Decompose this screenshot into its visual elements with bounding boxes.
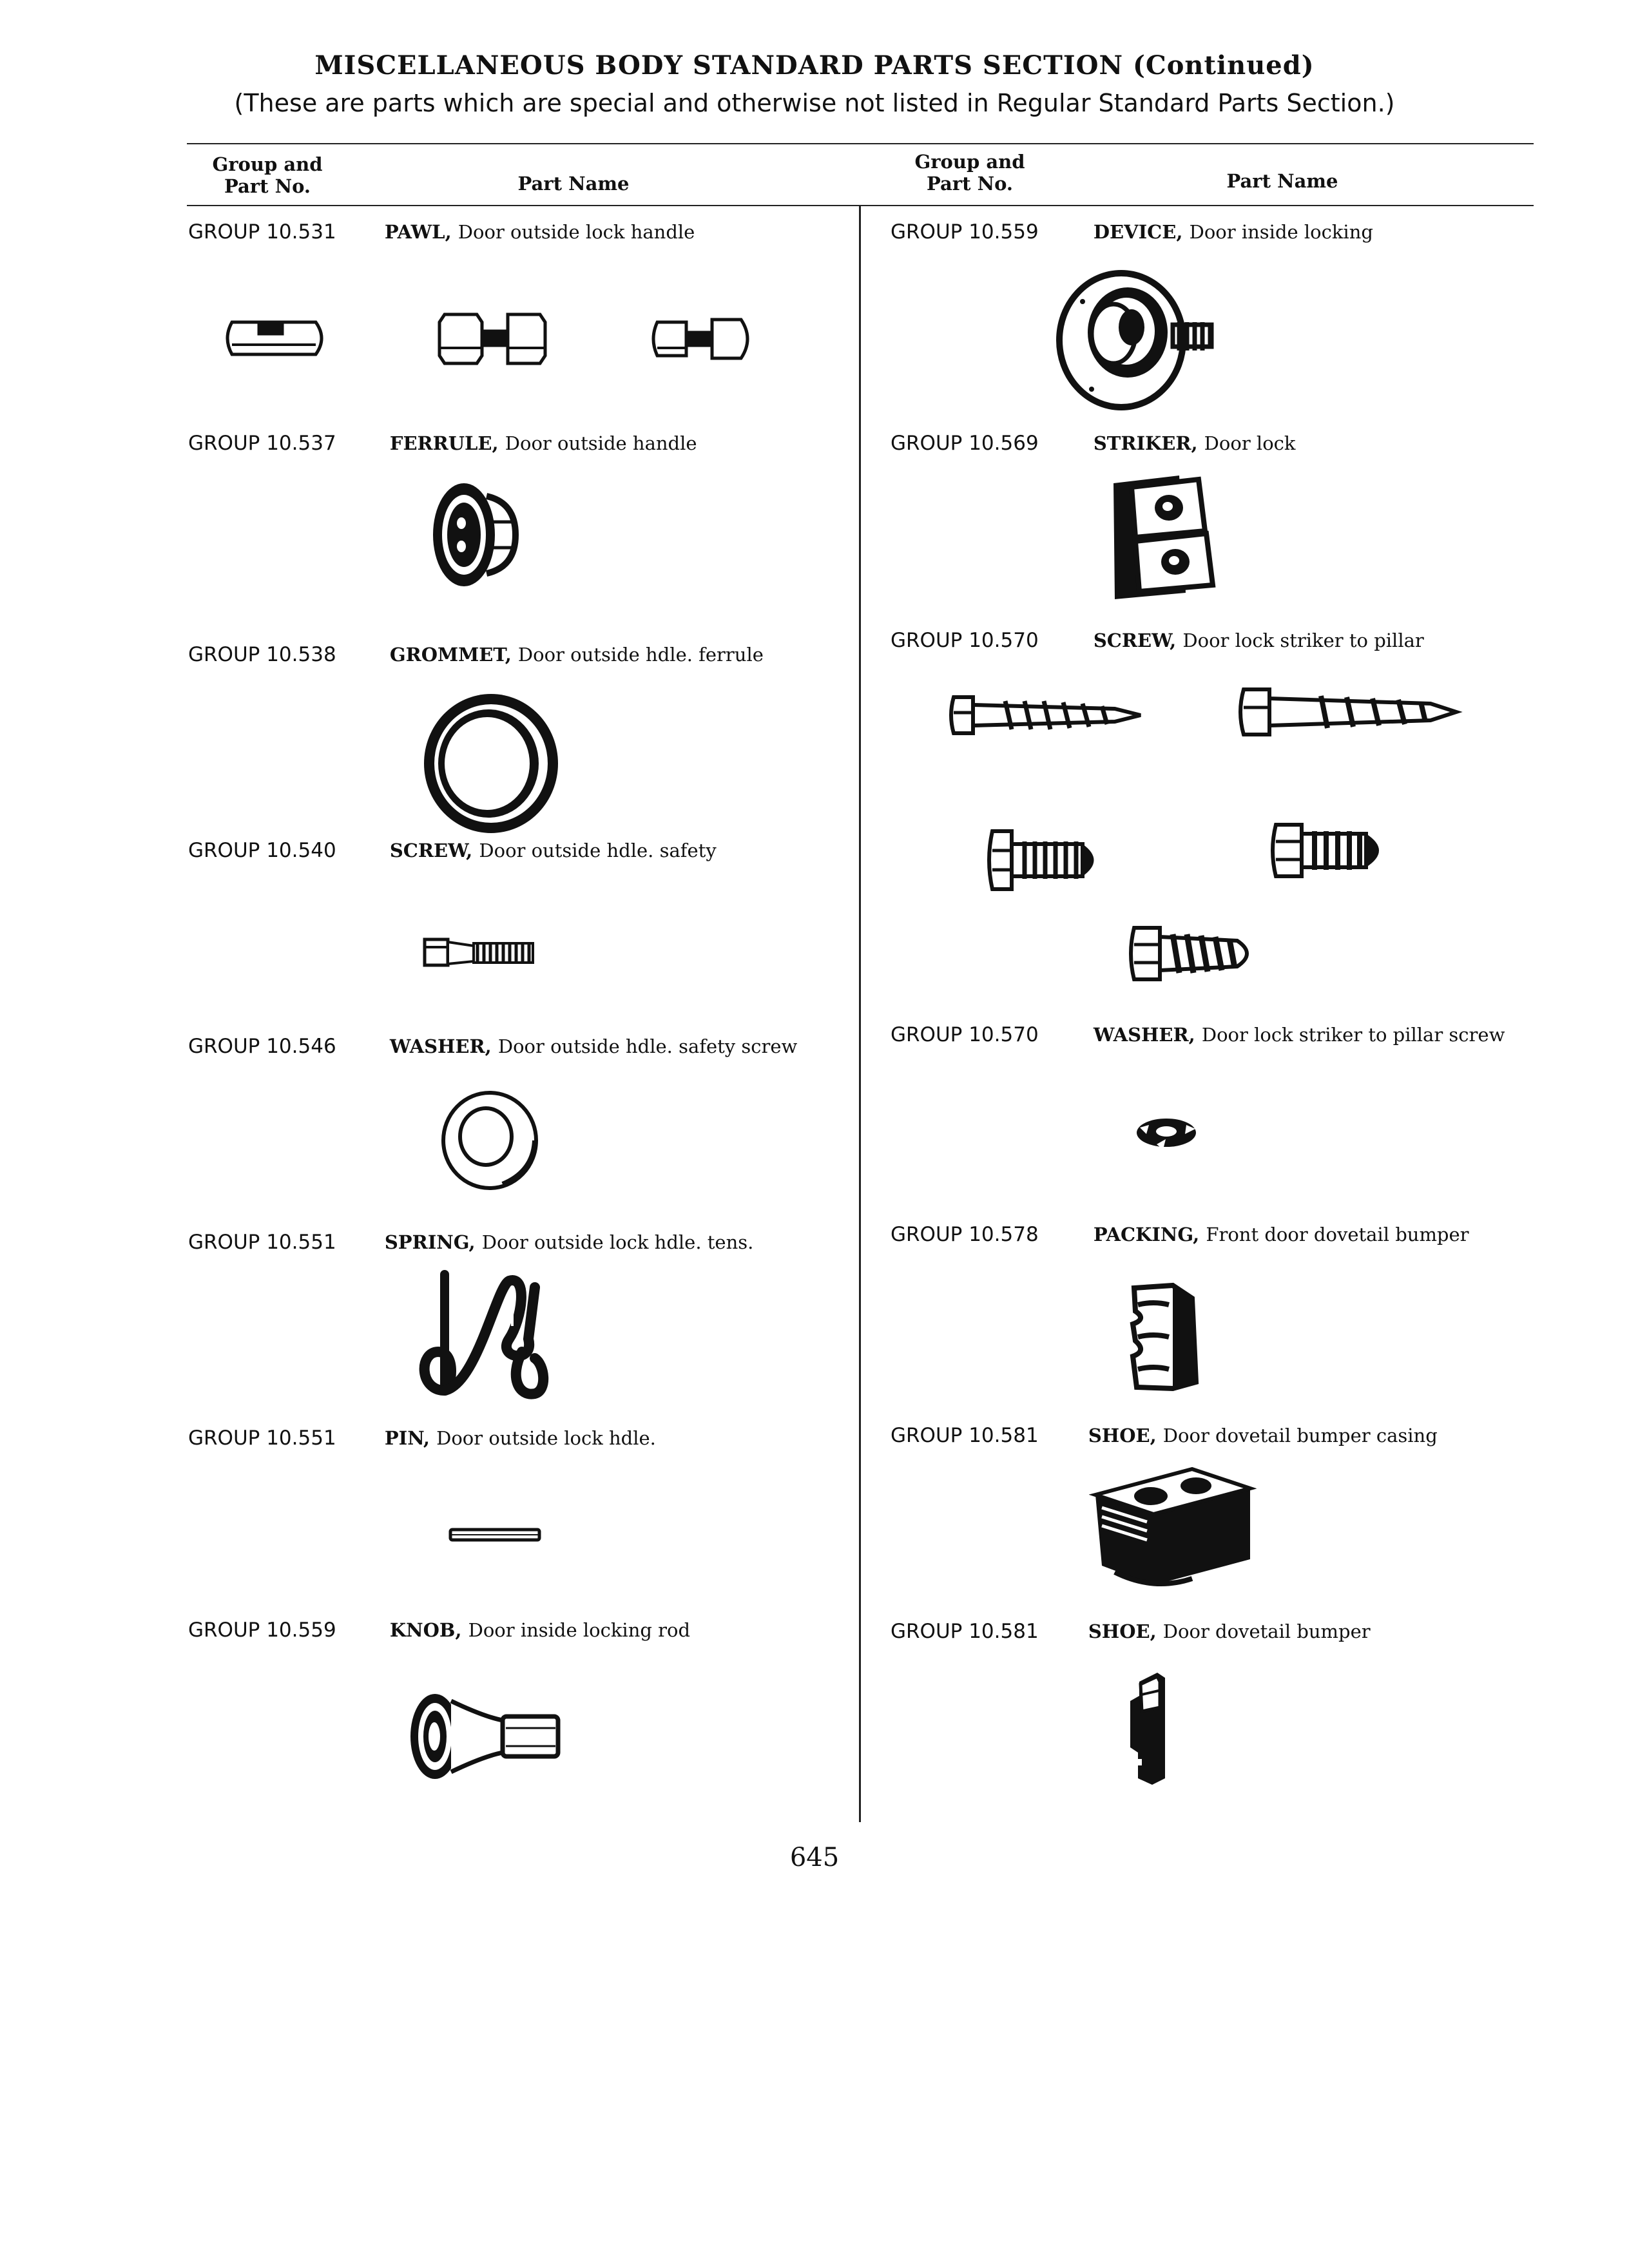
star-washer-illustration: [1131, 1113, 1202, 1152]
pawl-variant-2: [439, 314, 545, 363]
striker-screw-1-illustration: [947, 683, 1153, 747]
part-name: SPRING,: [384, 1231, 476, 1253]
right-entry-6: [891, 1424, 1438, 1447]
group-number: GROUP 10.540: [188, 839, 336, 862]
part-name: SCREW,: [1093, 629, 1177, 651]
part-name: FERRULE,: [389, 432, 499, 454]
page-subtitle: (These are parts which are special and otherwise not listed in Regular Standard Parts Section.): [234, 89, 1395, 117]
header-top-rule: [187, 143, 1534, 144]
pawl-variant-3: [653, 320, 747, 358]
part-name: KNOB,: [389, 1619, 462, 1641]
right-entry-1: [891, 220, 1373, 244]
part-name: PAWL,: [384, 221, 452, 243]
left-entry-1: [188, 220, 695, 244]
right-group-header: [896, 151, 1044, 195]
knob-illustration: [406, 1688, 574, 1785]
bumper-casing-shoe-illustration: [1089, 1463, 1257, 1591]
part-name: WASHER,: [1093, 1024, 1195, 1046]
group-number: GROUP 10.581: [891, 1424, 1039, 1447]
striker-screw-4-illustration: [1269, 818, 1398, 883]
pawl-illustration: [219, 303, 799, 374]
part-name: SCREW,: [389, 840, 473, 861]
part-description: Door dovetail bumper: [1162, 1620, 1371, 1642]
striker-illustration: [1108, 470, 1231, 606]
spring-illustration: [400, 1262, 580, 1410]
locking-device-illustration: [1050, 263, 1244, 411]
striker-screw-2-illustration: [1237, 677, 1469, 747]
left-entry-2: [188, 432, 697, 455]
left-group-header: [193, 153, 342, 197]
part-description: Door lock striker to pillar: [1182, 629, 1424, 651]
left-entry-5: [188, 1035, 797, 1058]
left-entry-8: [188, 1619, 690, 1642]
group-number: GROUP 10.578: [891, 1223, 1039, 1246]
part-description: Door inside locking rod: [468, 1619, 691, 1641]
group-number: GROUP 10.538: [188, 643, 336, 666]
part-description: Door outside lock hdle.: [436, 1427, 656, 1449]
group-number: GROUP 10.537: [188, 432, 336, 455]
part-description: Door outside lock handle: [458, 221, 695, 243]
group-number: GROUP 10.551: [188, 1427, 336, 1450]
part-description: Door outside hdle. safety screw: [497, 1035, 798, 1057]
striker-screw-5-illustration: [1128, 921, 1269, 986]
left-entry-4: [188, 839, 717, 862]
group-number: GROUP 10.546: [188, 1035, 336, 1058]
part-description: Door lock striker to pillar screw: [1201, 1024, 1505, 1046]
group-number: GROUP 10.569: [891, 432, 1039, 455]
grommet-illustration: [419, 689, 567, 838]
left-entry-6: [188, 1231, 753, 1254]
left-group-header-line2: Part No.: [224, 175, 311, 197]
right-entry-3: [891, 629, 1424, 652]
part-name: PIN,: [384, 1427, 430, 1449]
left-entry-3: [188, 643, 764, 666]
part-description: Door dovetail bumper casing: [1162, 1425, 1438, 1446]
left-part-name-header: Part Name: [517, 173, 630, 195]
washer-illustration: [438, 1088, 541, 1191]
left-group-header-line1: Group and: [212, 153, 323, 175]
part-name: STRIKER,: [1093, 432, 1198, 454]
group-number: GROUP 10.531: [188, 220, 336, 244]
striker-screw-3-illustration: [986, 825, 1115, 896]
ferrule-illustration: [425, 477, 522, 593]
part-name: WASHER,: [389, 1035, 492, 1057]
right-part-name-header: Part Name: [1226, 170, 1338, 192]
part-description: Door outside handle: [505, 432, 697, 454]
left-entry-7: [188, 1427, 656, 1450]
page-title: MISCELLANEOUS BODY STANDARD PARTS SECTION (Continued): [314, 50, 1315, 81]
group-number: GROUP 10.559: [891, 220, 1039, 244]
group-number: GROUP 10.559: [188, 1619, 336, 1642]
right-group-header-line2: Part No.: [926, 173, 1014, 195]
right-entry-2: [891, 432, 1295, 455]
part-description: Front door dovetail bumper: [1206, 1224, 1469, 1245]
right-group-header-line1: Group and: [914, 151, 1025, 173]
group-number: GROUP 10.581: [891, 1620, 1039, 1643]
group-number: GROUP 10.551: [188, 1231, 336, 1254]
part-name: DEVICE,: [1093, 221, 1183, 243]
right-entry-4: [891, 1023, 1505, 1046]
packing-illustration: [1128, 1279, 1205, 1395]
part-name: SHOE,: [1088, 1620, 1157, 1642]
right-entry-5: [891, 1223, 1469, 1246]
part-description: Door outside lock hdle. tens.: [481, 1231, 754, 1253]
pawl-variant-1: [227, 322, 322, 354]
part-description: Door lock: [1204, 432, 1296, 454]
part-description: Door outside hdle. ferrule: [517, 644, 764, 666]
page-number: 645: [789, 1843, 840, 1872]
bumper-shoe-illustration: [1126, 1662, 1178, 1791]
safety-screw-illustration: [422, 933, 551, 972]
pin-illustration: [448, 1526, 545, 1545]
group-number: GROUP 10.570: [891, 629, 1039, 652]
part-name: SHOE,: [1088, 1425, 1157, 1446]
column-divider: [859, 205, 861, 1822]
part-description: Door inside locking: [1189, 221, 1373, 243]
part-name: GROMMET,: [389, 644, 512, 666]
group-number: GROUP 10.570: [891, 1023, 1039, 1046]
right-entry-7: [891, 1620, 1371, 1643]
part-description: Door outside hdle. safety: [479, 840, 717, 861]
part-name: PACKING,: [1093, 1224, 1200, 1245]
